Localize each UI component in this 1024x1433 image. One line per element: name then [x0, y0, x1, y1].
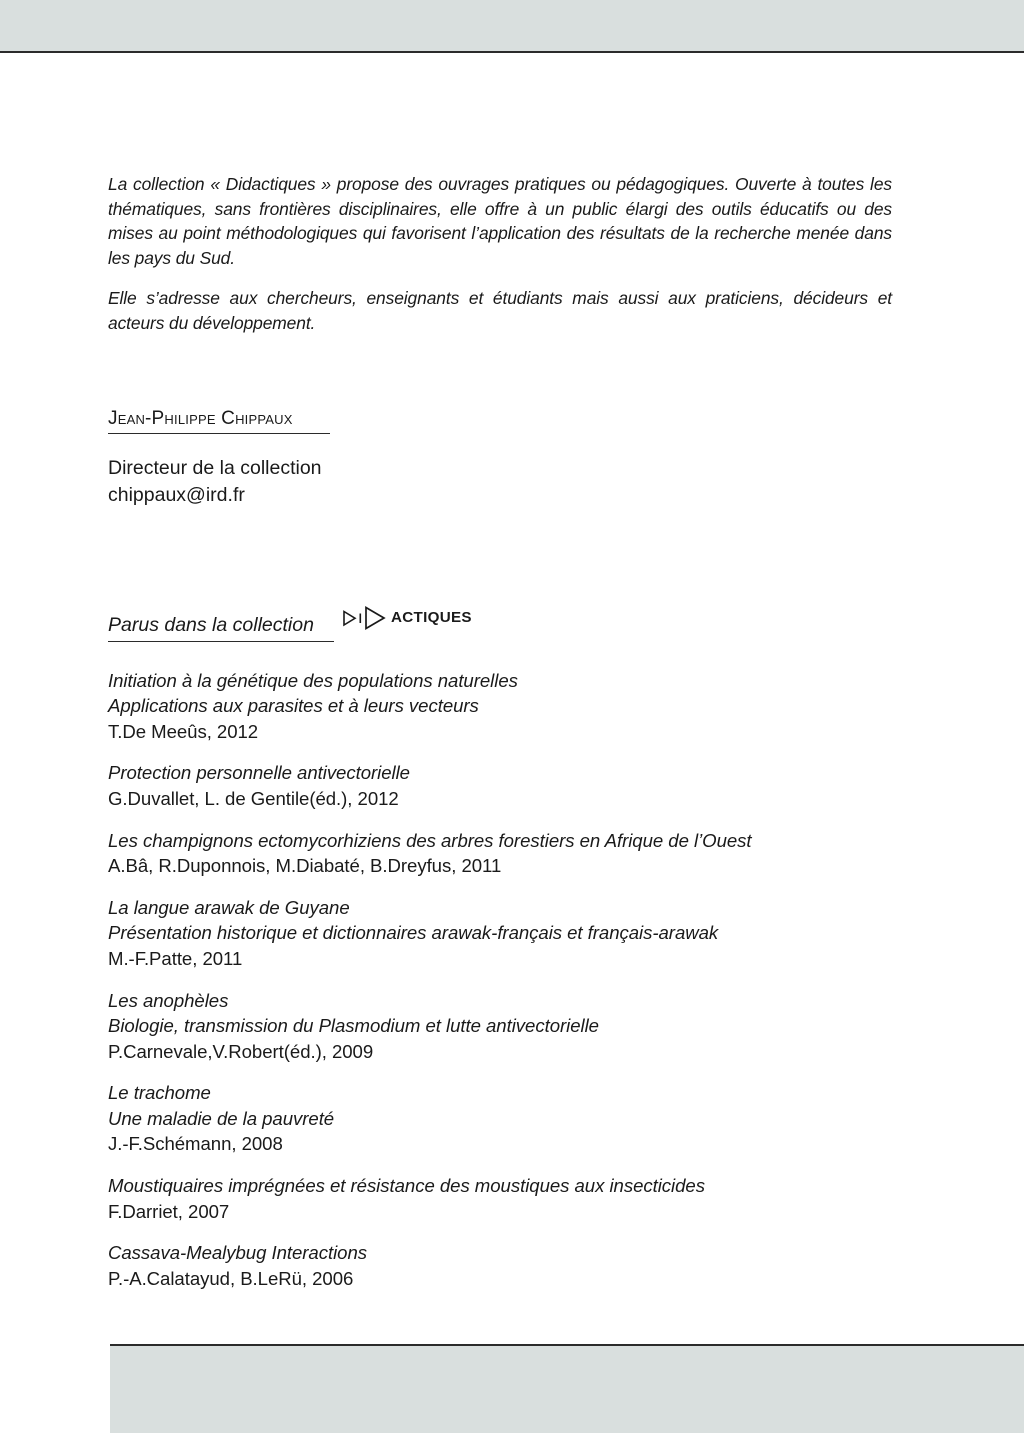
published-in-collection-label: Parus dans la collection — [108, 614, 334, 642]
book-subtitle: Présentation historique et dictionnaires arawak-français et français-arawak — [108, 922, 719, 944]
book-title: Les anophèles — [108, 989, 229, 1011]
list-item — [108, 760, 892, 811]
collection-director-email: chippaux@ird.fr — [108, 483, 245, 506]
page-footer-band — [110, 1344, 1024, 1433]
book-authors: A.Bâ, R.Duponnois, M.Diabaté, B.Dreyfus, 2011 — [108, 855, 502, 877]
collection-description-paragraph-1: La collection « Didactiques » propose des ouvrages pratiques ou pédagogiques. Ouverte à toutes les thématiques, sans frontières disciplinaires, elle offre à un public élargi des outils éducatifs ou des mises au point méthodologiques qui favorisent l’application des résultats de la recherche menée dans les pays du Sud. — [108, 174, 892, 268]
list-item — [108, 1080, 892, 1157]
list-item — [108, 1173, 892, 1224]
page-header-band — [0, 0, 1024, 53]
list-item — [108, 668, 892, 745]
didactiques-logo — [342, 606, 472, 630]
collection-director-role: Directeur de la collection — [108, 456, 322, 479]
book-authors: P.-A.Calatayud, B.LeRü, 2006 — [108, 1267, 354, 1289]
book-authors: T.De Meeûs, 2012 — [108, 720, 259, 742]
book-title: La langue arawak de Guyane — [108, 896, 350, 918]
book-authors: M.-F.Patte, 2011 — [108, 947, 243, 969]
book-subtitle: Biologie, transmission du Plasmodium et lutte antivectorielle — [108, 1015, 599, 1037]
book-title: Moustiquaires imprégnées et résistance des moustiques aux insecticides — [108, 1175, 705, 1197]
page-content — [108, 172, 892, 1291]
book-title: Le trachome — [108, 1082, 211, 1104]
book-subtitle: Applications aux parasites et à leurs vecteurs — [108, 695, 479, 717]
book-authors: P.Carnevale,V.Robert(éd.), 2009 — [108, 1040, 374, 1062]
collection-director-block — [108, 408, 892, 509]
book-title: Cassava-Mealybug Interactions — [108, 1242, 367, 1264]
book-authors: G.Duvallet, L. de Gentile(éd.), 2012 — [108, 787, 399, 809]
book-title: Initiation à la génétique des populations naturelles — [108, 669, 518, 691]
list-item — [108, 988, 892, 1065]
collection-description-paragraph-2: Elle s’adresse aux chercheurs, enseignants et étudiants mais aussi aux praticiens, décideurs et acteurs du développement. — [108, 288, 892, 333]
book-authors: F.Darriet, 2007 — [108, 1200, 230, 1222]
published-in-collection-heading — [108, 607, 892, 642]
book-authors: J.-F.Schémann, 2008 — [108, 1133, 283, 1155]
list-item — [108, 1240, 892, 1291]
list-item — [108, 828, 892, 879]
book-title: Les champignons ectomycorhiziens des arbres forestiers en Afrique de l’Ouest — [108, 829, 752, 851]
published-books-list — [108, 668, 892, 1292]
book-title: Protection personnelle antivectorielle — [108, 762, 410, 784]
book-subtitle: Une maladie de la pauvreté — [108, 1107, 335, 1129]
list-item — [108, 895, 892, 972]
didactiques-logo-wordmark: ACTIQUES — [390, 609, 472, 627]
collection-director-name: Jean-Philippe Chippaux — [108, 408, 330, 434]
